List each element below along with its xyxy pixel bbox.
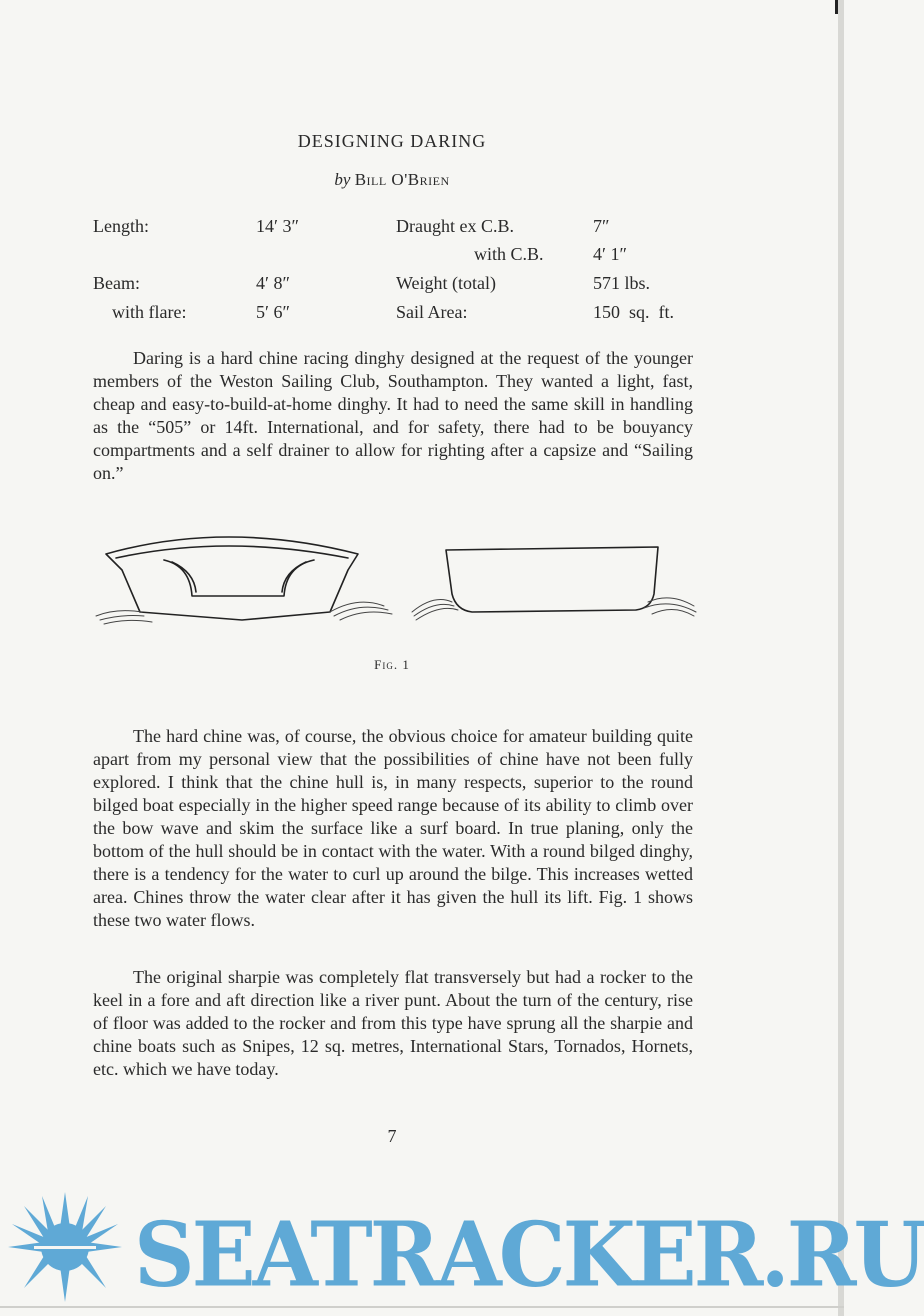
spec-draught-cb-label: with C.B.: [474, 244, 544, 264]
spec-draught-value: 7″: [593, 216, 610, 236]
spec-draught-cb-value: 4′ 1″: [593, 244, 627, 264]
watermark-text: SEATRACKER.RU: [134, 1201, 924, 1307]
chine-hull-section: [106, 537, 358, 620]
chine-hull-deck: [116, 546, 348, 558]
article-title: DESIGNING DARING: [297, 131, 487, 151]
spec-draught-label: Draught ex C.B.: [396, 216, 514, 236]
chine-hull-cockpit: [164, 560, 314, 596]
spec-flare-value: 5′ 6″: [256, 302, 290, 322]
spec-sail-label: Sail Area:: [396, 302, 468, 322]
paragraph-intro: Daring is a hard chine racing dinghy designed at the request of the younger members of the Weston Sailing Club, Southampton. They wanted a light, fast, cheap and easy-to-build-at-home dinghy. It had to need the same skill in handling as the “505” or 14ft. International, and for safety, there had to be bouyancy compartments and a self drainer to allow for righting after a capsize and “Sailing on.”: [93, 348, 693, 483]
page-edge-mark: [835, 0, 838, 14]
round-hull-section: [446, 547, 658, 612]
spec-beam-value: 4′ 8″: [256, 273, 290, 293]
page-number: 7: [387, 1126, 397, 1146]
spec-sail-value: 150 sq. ft.: [593, 302, 674, 322]
page-edge: [838, 0, 844, 1316]
spec-flare-label: with flare:: [112, 302, 187, 322]
byline-by: by: [334, 170, 351, 189]
spec-length-label: Length:: [93, 216, 149, 236]
spec-beam-label: Beam:: [93, 273, 140, 293]
spec-weight-value: 571 lbs.: [593, 273, 651, 293]
watermark: [0, 1188, 924, 1308]
hull-section-figure: [96, 532, 696, 634]
sun-logo-icon: [4, 1188, 126, 1306]
paragraph-sharpie: The original sharpie was completely flat transversely but had a rocker to the keel in a fore and aft direction like a river punt. About the turn of the century, rise of floor was added to the rocker and from this type have sprung all the sharpie and chine boats such as Snipes, 12 sq. metres, International Stars, Tornados, Hornets, etc. which we have today.: [93, 967, 693, 1079]
paragraph-chine: The hard chine was, of course, the obvious choice for amateur building quite apart from my personal view that the possibilities of chine have not been fully explored. I think that the chine hull is, in many respects, superior to the round bilged boat especially in the higher speed range because of its ability to climb over the bow wave and skim the surface like a surf board. In true planing, only the bottom of the hull should be in contact with the water. With a round bilged dinghy, there is a tendency for the water to curl up around the bilge. This increases wetted area. Chines throw the water clear after it has given the hull its lift. Fig. 1 shows these two water flows.: [93, 726, 693, 930]
spec-weight-label: Weight (total): [396, 273, 497, 293]
author-name: Bill O'Brien: [354, 170, 450, 189]
figure-caption: Fig. 1: [374, 657, 410, 672]
byline: [0, 170, 784, 190]
spec-length-value: 14′ 3″: [256, 216, 299, 236]
